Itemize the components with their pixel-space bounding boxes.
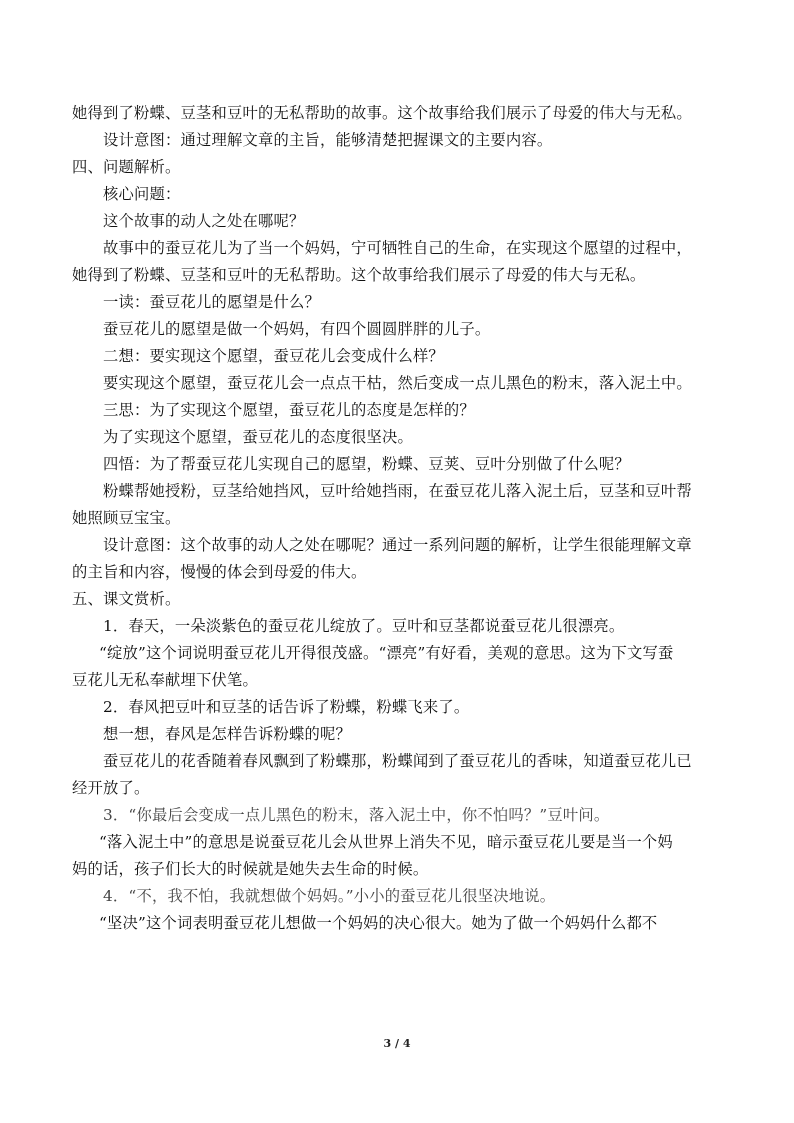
design-intent-line: 设计意图：这个故事的动人之处在哪呢？通过一系列问题的解析，让学生很能理解文章 (103, 536, 692, 554)
think-step-answer: 要实现这个愿望，蚕豆花儿会一点点干枯，然后变成一点儿黑色的粉末，落入泥土中。 (103, 374, 692, 392)
paragraph-line: 故事中的蚕豆花儿为了当一个妈妈，宁可牺牲自己的生命，在实现这个愿望的过程中， (103, 239, 692, 257)
section-heading-text-appreciation: 五、课文赏析。 (72, 590, 181, 608)
section-heading-problem-analysis: 四、问题解析。 (72, 158, 181, 176)
quote-item-1: 1．春天，一朵淡紫色的蚕豆花儿绽放了。豆叶和豆茎都说蚕豆花儿很漂亮。 (103, 617, 625, 635)
paragraph-line: 她照顾豆宝宝。 (72, 509, 181, 527)
core-question-label: 核心问题： (103, 185, 181, 203)
paragraph-line: 的主旨和内容，慢慢的体会到母爱的伟大。 (72, 563, 367, 581)
analysis-line: “坚决”这个词表明蚕豆花儿想做一个妈妈的决心很大。她为了做一个妈妈什么都不 (99, 914, 658, 932)
realize-step-question: 四悟：为了帮蚕豆花儿实现自己的愿望，粉蝶、豆荚、豆叶分别做了什么呢？ (103, 455, 630, 473)
read-step-question: 一读：蚕豆花儿的愿望是什么？ (103, 293, 320, 311)
quote-item-2: 2．春风把豆叶和豆茎的话告诉了粉蝶，粉蝶飞来了。 (103, 698, 470, 716)
think-prompt: 想一想，春风是怎样告诉粉蝶的呢？ (103, 725, 351, 743)
document-body (72, 100, 728, 937)
reflect-step-answer: 为了实现这个愿望，蚕豆花儿的态度很坚决。 (103, 428, 413, 446)
quote-item-4: 4．“不，我不怕，我就想做个妈妈。”小小的蚕豆花儿很坚决地说。 (103, 887, 556, 905)
paragraph-line: 她得到了粉蝶、豆茎和豆叶的无私帮助的故事。这个故事给我们展示了母爱的伟大与无私。 (72, 104, 692, 122)
analysis-line: 豆花儿无私奉献埋下伏笔。 (72, 671, 258, 689)
analysis-line: “绽放”这个词说明蚕豆花儿开得很茂盛。“漂亮”有好看，美观的意思。这为下文写蚕 (99, 644, 674, 662)
quote-item-3: 3．“你最后会变成一点儿黑色的粉末，落入泥土中，你不怕吗？”豆叶问。 (103, 806, 610, 824)
reflect-step-question: 三思：为了实现这个愿望，蚕豆花儿的态度是怎样的？ (103, 401, 475, 419)
page-number: 3 / 4 (383, 1037, 411, 1050)
analysis-line: 蚕豆花儿的花香随着春风飘到了粉蝶那，粉蝶闻到了蚕豆花儿的香味，知道蚕豆花儿已 (103, 752, 692, 770)
analysis-line: 妈的话，孩子们长大的时候就是她失去生命的时候。 (72, 860, 429, 878)
analysis-line: “落入泥土中”的意思是说蚕豆花儿会从世界上消失不见，暗示蚕豆花儿要是当一个妈 (99, 833, 673, 851)
realize-step-answer: 粉蝶帮她授粉，豆茎给她挡风，豆叶给她挡雨，在蚕豆花儿落入泥土后，豆茎和豆叶帮 (103, 482, 692, 500)
paragraph-line: 她得到了粉蝶、豆茎和豆叶的无私帮助。这个故事给我们展示了母爱的伟大与无私。 (72, 266, 646, 284)
analysis-line: 经开放了。 (72, 779, 150, 797)
think-step-question: 二想：要实现这个愿望，蚕豆花儿会变成什么样？ (103, 347, 444, 365)
read-step-answer: 蚕豆花儿的愿望是做一个妈妈，有四个圆圆胖胖的儿子。 (103, 320, 491, 338)
design-intent-line: 设计意图：通过理解文章的主旨，能够清楚把握课文的主要内容。 (103, 131, 553, 149)
core-question: 这个故事的动人之处在哪呢？ (103, 212, 305, 230)
